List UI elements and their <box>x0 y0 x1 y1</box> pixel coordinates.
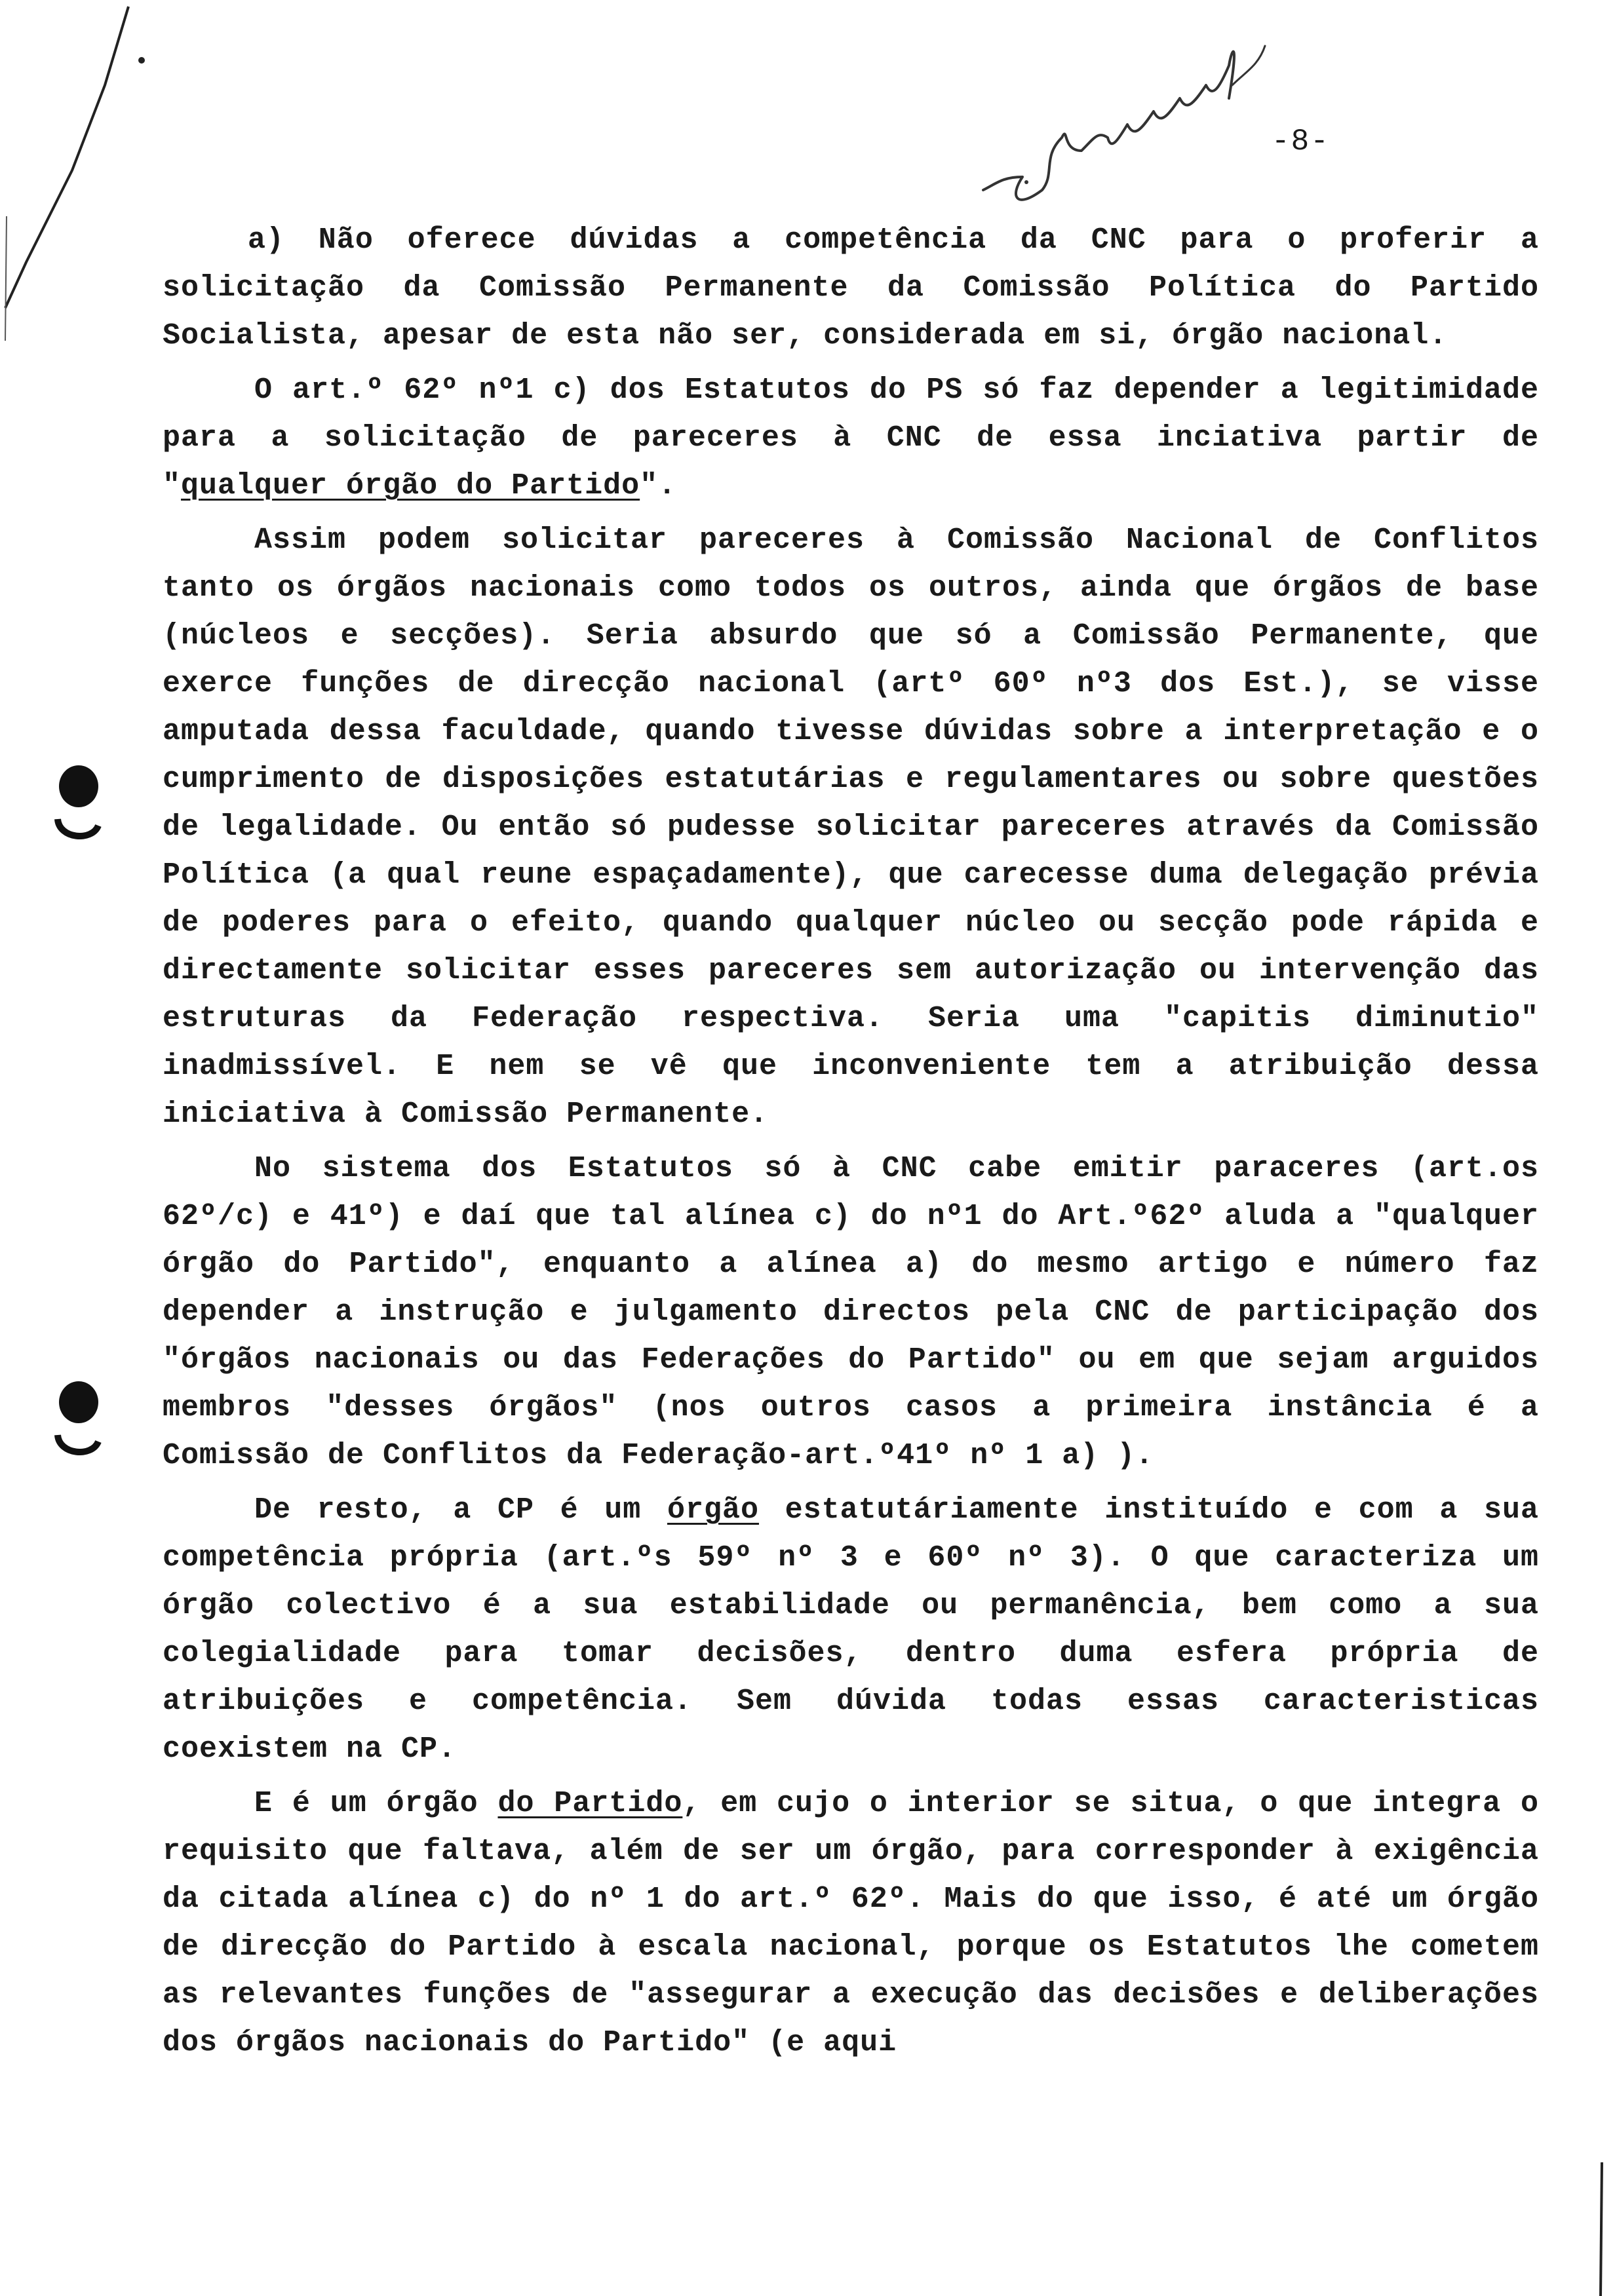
text-run: E é um órgão <box>254 1787 498 1820</box>
text-run: ". <box>640 469 677 503</box>
paragraph <box>163 516 1539 1138</box>
text-run: , em cujo o interior se situa, o que integra o requisito que faltava, além de ser um órgão, para corresponder à exigência da citada alínea c) do nº 1 do art.º 62º. Mais do que isso, é até um órgão de direcção do Partido à escala nacional, porque os Estatutos lhe cometem as relevantes funções de "assegurar a execução das decisões e deliberações dos órgãos nacionais do Partido" (e aqui <box>163 1787 1540 2059</box>
margin-pen-stroke <box>0 0 170 341</box>
paragraph <box>163 1145 1539 1480</box>
text-run: O art.º 62º nº1 c) dos Estatutos do PS só faz depender a legitimidade para a solicitação de pareceres à CNC de essa inciativa partir de " <box>163 373 1539 503</box>
typed-body-text <box>163 216 1539 2073</box>
page-number: -8- <box>1272 124 1330 159</box>
paragraph <box>163 216 1539 360</box>
paragraph <box>163 1780 1539 2067</box>
text-run: De resto, a CP é um <box>254 1493 667 1527</box>
text-run: estatutáriamente instituído e com a sua competência própria (art.ºs 59º nº 3 e 60º nº 3). O que caracteriza um órgão colectivo é a sua estabilidade ou permanência, bem como a sua colegialidade para tomar decisões, dentro duma esfera própria de atribuições e competência. Sem dúvida todas essas caracteristicas coexistem na CP. <box>163 1493 1539 1766</box>
punch-hole-bottom <box>46 1376 105 1461</box>
underlined-phrase: qualquer órgão do Partido <box>181 469 640 503</box>
paragraph <box>163 366 1539 510</box>
text-run: Assim podem solicitar pareceres à Comissão Nacional de Conflitos tanto os órgãos nacionais como todos os outros, ainda que órgãos de base (núcleos e secções). Seria absurdo que só a Comissão Permanente, que exerce funções de direcção nacional (artº 60º nº3 dos Est.), se visse amputada dessa faculdade, quando tivesse dúvidas sobre a interpretação e o cumprimento de disposições estatutárias e regulamentares ou sobre questões de legalidade. Ou então só pudesse solicitar pareceres através da Comissão Política (a qual reune espaçadamente), que carecesse duma delegação prévia de poderes para o efeito, quando qualquer núcleo ou secção pode rápida e directamente solicitar esses pareceres sem autorização ou intervenção das estruturas da Federação respectiva. Seria uma "capitis diminutio" inadmissível. E nem se vê que inconveniente tem a atribuição dessa iniciativa à Comissão Permanente. <box>163 524 1539 1131</box>
underlined-phrase: órgão <box>667 1493 759 1527</box>
text-run: No sistema dos Estatutos só à CNC cabe emitir paraceres (art.os 62º/c) e 41º) e daí que tal alínea c) do nº1 do Art.º62º aluda a "qualquer órgão do Partido", enquanto a alínea a) do mesmo artigo e número faz depender a instrução e julgamento directos pela CNC de participação dos "órgãos nacionais ou das Federações do Partido" ou em que sejam arguidos membros "desses órgãos" (nos outros casos a primeira instância é a Comissão de Conflitos da Federação-art.º41º nº 1 a) ). <box>163 1152 1539 1472</box>
text-run: a) Não oferece dúvidas a competência da CNC para o proferir a solicitação da Comissão Permanente da Comissão Política do Partido Socialista, apesar de esta não ser, considerada em si, órgão nacional. <box>163 223 1539 353</box>
punch-hole-top <box>46 760 105 845</box>
handwritten-signature <box>970 26 1311 216</box>
paragraph <box>163 1486 1539 1773</box>
underlined-phrase: do Partido <box>497 1787 683 1820</box>
scan-edge-mark <box>1586 2162 1612 2296</box>
